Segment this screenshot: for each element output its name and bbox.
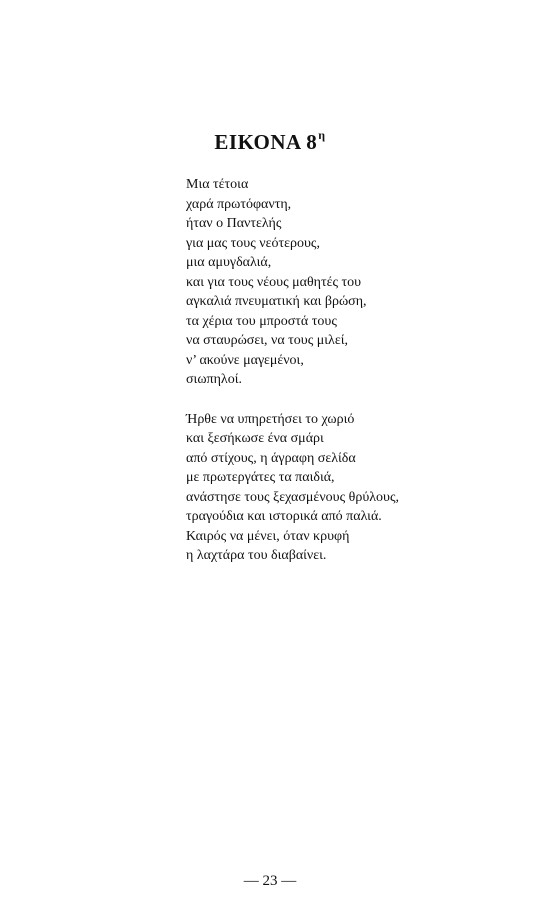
poem-line: με πρωτεργάτες τα παιδιά, bbox=[186, 470, 335, 485]
page-number: — 23 — bbox=[243, 873, 297, 889]
poem-line: να σταυρώσει, να τους μιλεί, bbox=[186, 333, 348, 348]
poem-line: τραγούδια και ιστορικά από παλιά. bbox=[186, 509, 382, 524]
poem-body bbox=[186, 175, 506, 566]
poem-line: για μας τους νεότερους, bbox=[186, 235, 320, 251]
poem-line: και ξεσήκωσε ένα σμάρι bbox=[186, 431, 324, 446]
poem-line: σιωπηλοί. bbox=[186, 372, 242, 387]
poem-line: ν’ ακούνε μαγεμένοι, bbox=[186, 352, 304, 368]
poem-line: και για τους νέους μαθητές του bbox=[186, 274, 362, 290]
poem-title-text: ΕΙΚΟΝΑ 8 bbox=[214, 130, 318, 154]
poem-line: Ήρθε να υπηρετήσει το χωριό bbox=[186, 411, 355, 427]
poem-line: αγκαλιά πνευματική και βρώση, bbox=[186, 294, 367, 309]
stanza-2 bbox=[186, 410, 506, 566]
poem-line: Καιρός να μένει, όταν κρυφή bbox=[186, 528, 350, 544]
stanza-1 bbox=[186, 175, 506, 390]
poem-line: ανάστησε τους ξεχασμένους θρύλους, bbox=[186, 489, 400, 505]
poem-line: χαρά πρωτόφαντη, bbox=[186, 196, 292, 212]
poem-title-superscript: η bbox=[318, 128, 326, 142]
poem-line: η λαχτάρα του διαβαίνει. bbox=[186, 548, 327, 563]
poem-line: από στίχους, η άγραφη σελίδα bbox=[186, 450, 356, 466]
poem-line: Μια τέτοια bbox=[186, 177, 249, 192]
poem-line: τα χέρια του μπροστά τους bbox=[186, 313, 337, 329]
poem-line: ήταν ο Παντελής bbox=[186, 216, 282, 231]
poem-title bbox=[0, 124, 540, 155]
poem-line: μια αμυγδαλιά, bbox=[186, 255, 272, 270]
